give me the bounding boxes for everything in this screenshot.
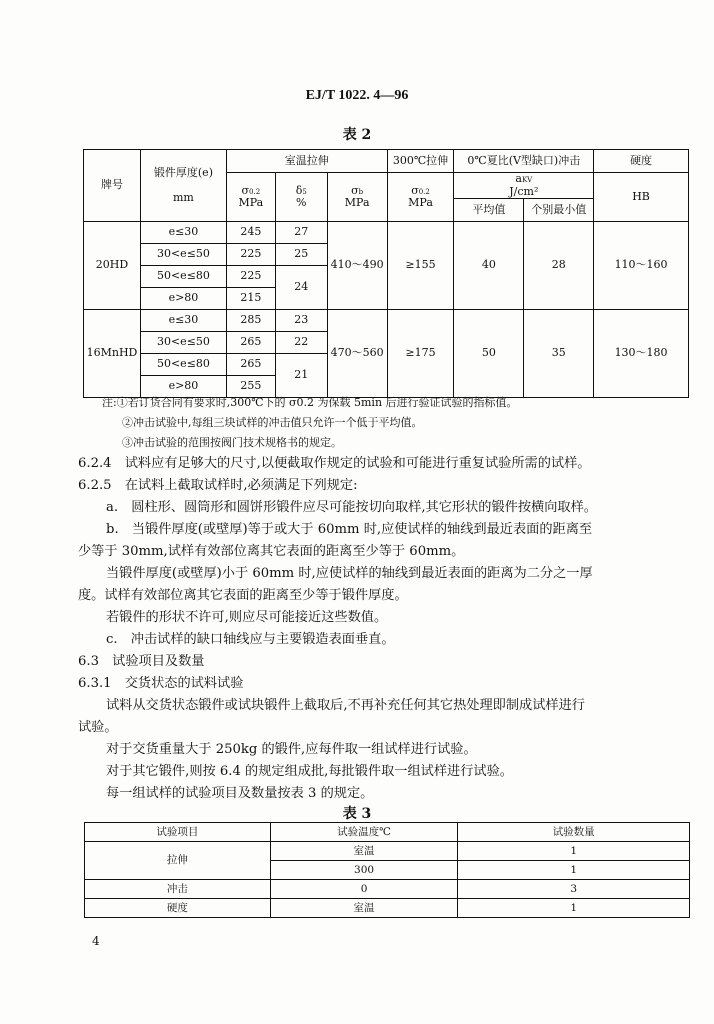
d5-cell: 21 (275, 354, 327, 398)
sb-cell: 470～560 (327, 310, 387, 398)
thickness-cell: 30<e≤50 (140, 332, 226, 354)
page-number: 4 (92, 934, 100, 948)
para-weight: 对于交货重量大于 250kg 的锻件,应每件取一组试样进行试验。 (106, 742, 477, 757)
item-c: c. 冲击试样的缺口轴线应与主要锻造表面垂直。 (106, 632, 395, 647)
table-row (85, 880, 690, 899)
s02-300-cell: ≥175 (387, 310, 454, 398)
s02-cell: 255 (226, 376, 275, 398)
item-cell: 拉伸 (85, 842, 271, 880)
table2-note-2: ②冲击试验中,每组三块试样的冲击值只允许一个低于平均值。 (122, 416, 423, 429)
clause-6-2-4: 6.2.4 试料应有足够大的尺寸,以便截取作规定的试验和可能进行重复试验所需的试样。 (78, 456, 591, 471)
header-min: 个别最小值 (524, 199, 594, 222)
table2-note-1: 注:①若订货合同有要求时,300℃下的 σ0.2 为保载 5min 后进行验证试验的指标值。 (102, 396, 518, 409)
table3-caption: 表 3 (342, 806, 372, 822)
s02-cell: 285 (226, 310, 275, 332)
s02-cell: 215 (226, 288, 275, 310)
thickness-cell: 50<e≤80 (140, 354, 226, 376)
s02-300-cell: ≥155 (387, 222, 454, 310)
item-b-cont: 少等于 30mm,试样有效部位离其它表面的距离至少等于 60mm。 (78, 544, 465, 559)
s02-cell: 265 (226, 332, 275, 354)
item-a: a. 圆柱形、圆筒形和圆饼形锻件应尽可能按切向取样,其它形状的锻件按横向取样。 (106, 500, 597, 515)
clause-6-3: 6.3 试验项目及数量 (78, 654, 205, 669)
avg-cell: 50 (454, 310, 524, 398)
table2-caption: 表 2 (342, 127, 372, 143)
d5-cell: 25 (275, 244, 327, 266)
para-thin-cont: 度。试样有效部位离其它表面的距离至少等于锻件厚度。 (78, 588, 408, 603)
temp-cell: 300 (270, 861, 458, 880)
clause-6-2-5: 6.2.5 在试料上截取试样时,必须满足下列规定: (78, 478, 358, 493)
thickness-cell: 50<e≤80 (140, 266, 226, 288)
s02-cell: 225 (226, 266, 275, 288)
para-delivery: 试料从交货状态锻件或试块锻件上截取后,不再补充任何其它热处理即制成试样进行 (106, 698, 585, 713)
header-akv: aKV J/cm² (454, 173, 594, 199)
para-other: 对于其它锻件,则按 6.4 的规定组成批,每批锻件取一组试样进行试验。 (106, 764, 513, 779)
header-avg: 平均值 (454, 199, 524, 222)
sb-cell: 410～490 (327, 222, 387, 310)
header-sb: σb MPa (327, 173, 387, 222)
hb-cell: 130～180 (594, 310, 689, 398)
document-header: EJ/T 1022. 4—96 (305, 88, 409, 103)
table-row (84, 222, 689, 244)
s02-cell: 225 (226, 244, 275, 266)
header-hardness: 硬度 (594, 150, 689, 173)
header-hb: HB (594, 173, 689, 222)
grade-cell: 20HD (84, 222, 141, 310)
para-thin: 当锻件厚度(或壁厚)小于 60mm 时,应使试样的轴线到最近表面的距离为二分之一厚 (106, 566, 593, 581)
header-room-tensile: 室温拉伸 (226, 150, 387, 173)
header-s02: σ0.2 MPa (226, 173, 275, 222)
table2-note-3: ③冲击试验的范围按阀门技术规格书的规定。 (122, 436, 342, 449)
header-d5: δ5 % (275, 173, 327, 222)
table-row (85, 899, 690, 918)
min-cell: 28 (524, 222, 594, 310)
clause-6-3-1: 6.3.1 交货状态的试料试验 (78, 676, 244, 691)
min-cell: 35 (524, 310, 594, 398)
count-cell: 1 (458, 899, 690, 918)
para-delivery-cont: 试验。 (78, 720, 118, 735)
temp-cell: 0 (270, 880, 458, 899)
temp-cell: 室温 (270, 899, 458, 918)
table-row (85, 842, 690, 861)
thickness-cell: e>80 (140, 376, 226, 398)
s02-cell: 265 (226, 354, 275, 376)
header-thickness: 锻件厚度(e) mm (140, 150, 226, 222)
header-temp: 试验温度℃ (270, 823, 458, 842)
header-s02-300: σ0.2 MPa (387, 173, 454, 222)
header-300-tensile: 300℃拉伸 (387, 150, 454, 173)
d5-cell: 27 (275, 222, 327, 244)
para-table3-ref: 每一组试样的试验项目及数量按表 3 的规定。 (106, 786, 374, 801)
thickness-cell: 30<e≤50 (140, 244, 226, 266)
header-charpy: 0℃夏比(V型缺口)冲击 (454, 150, 594, 173)
item-b: b. 当锻件厚度(或壁厚)等于或大于 60mm 时,应使试样的轴线到最近表面的距离至 (106, 522, 593, 537)
count-cell: 1 (458, 842, 690, 861)
table-3 (84, 822, 690, 918)
item-cell: 冲击 (85, 880, 271, 899)
grade-cell: 16MnHD (84, 310, 141, 398)
header-count: 试验数量 (458, 823, 690, 842)
avg-cell: 40 (454, 222, 524, 310)
d5-cell: 24 (275, 266, 327, 310)
hb-cell: 110～160 (594, 222, 689, 310)
header-grade: 牌号 (84, 150, 141, 222)
header-item: 试验项目 (85, 823, 271, 842)
count-cell: 3 (458, 880, 690, 899)
s02-cell: 245 (226, 222, 275, 244)
item-cell: 硬度 (85, 899, 271, 918)
count-cell: 1 (458, 861, 690, 880)
thickness-cell: e≤30 (140, 310, 226, 332)
temp-cell: 室温 (270, 842, 458, 861)
d5-cell: 22 (275, 332, 327, 354)
para-shape: 若锻件的形状不许可,则应尽可能接近这些数值。 (106, 610, 388, 625)
thickness-cell: e>80 (140, 288, 226, 310)
d5-cell: 23 (275, 310, 327, 332)
table-row (84, 310, 689, 332)
thickness-cell: e≤30 (140, 222, 226, 244)
table-2 (83, 149, 689, 398)
